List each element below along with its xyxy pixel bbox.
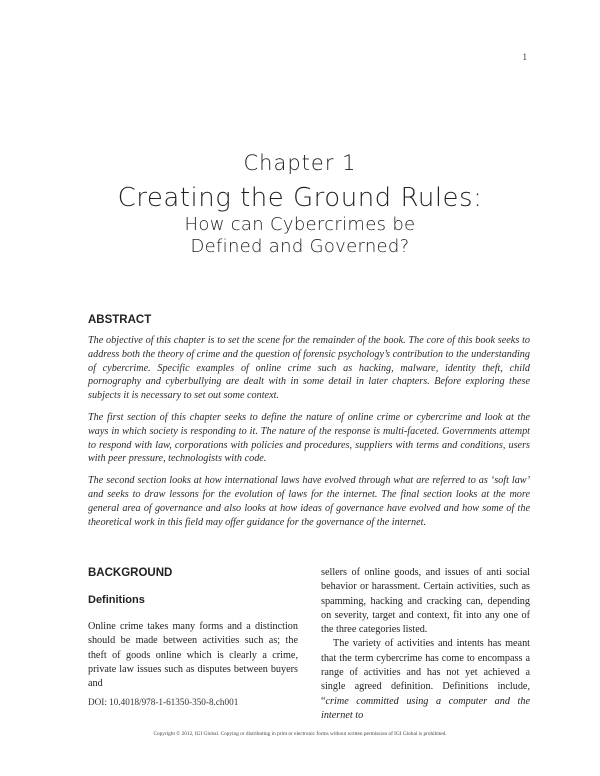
definitions-subheading: Definitions xyxy=(88,594,145,606)
body-paragraph: sellers of online goods, and issues of anti social behavior or harassment. Certain activities, such as spamming, hacking and cracking can, depending on severity, target and context, fit into any one of the three categories listed. xyxy=(321,567,530,636)
abstract-paragraph: The first section of this chapter seeks to define the nature of online crime or cybercrime and look at the ways in which society is responding to it. The nature of the response is multi-faceted. Governments attempt to respond with law, corporations with policies and procedures, suppliers with terms and conditions, users with peer pressure, technologists with code. xyxy=(88,411,530,465)
page-number: 1 xyxy=(522,52,527,62)
paragraph-text: The variety of activities and intents has meant that the term cybercrime has come to encompass a range of activities and has not yet achieved a single agreed definition. Definitions include, “ xyxy=(321,638,530,707)
left-column xyxy=(88,620,298,691)
doi: DOI: 10.4018/978-1-61350-350-8.ch001 xyxy=(88,697,239,707)
chapter-subtitle-line2: Defined and Governed? xyxy=(190,236,410,257)
chapter-label: Chapter 1 xyxy=(243,151,357,175)
abstract-heading: ABSTRACT xyxy=(88,314,152,326)
chapter-subtitle-line1: How can Cybercrimes be xyxy=(184,214,416,235)
right-column xyxy=(321,566,530,723)
body-paragraph: Online crime takes many forms and a distinction should be made between activities such as; the theft of goods online which is clearly a crime, private law issues such as disputes between buyers and xyxy=(88,621,298,690)
chapter-header xyxy=(0,150,600,258)
abstract-paragraph: The second section looks at how international laws have evolved through what are referred to as ‘soft law’ and seeks to draw lessons for the evolution of laws for the internet. The final section looks at the more general area of governance and also looks at how ideas of governance have evolved and how some of the theoretical work in this field may offer guidance for the governance of the internet. xyxy=(88,475,530,528)
abstract-body xyxy=(88,334,530,537)
body-paragraph xyxy=(321,637,530,723)
copyright-notice: Copyright © 2012, IGI Global. Copying or distributing in print or electronic forms without written permission of IGI Global is prohibited. xyxy=(153,731,447,737)
chapter-title: Creating the Ground Rules: xyxy=(117,183,483,213)
abstract-paragraph: The objective of this chapter is to set the scene for the remainder of the book. The core of this book seeks to address both the theory of crime and the question of forensic psychology’s contribution to the understanding of cybercrime. Specific examples of online crime such as hacking, malware, identity theft, child pornography and cyberbullying are dealt with in some detail in later chapters. Before exploring these subjects it is necessary to set out some context. xyxy=(88,335,530,402)
background-heading: BACKGROUND xyxy=(88,567,173,579)
definition-quote: crime committed using a computer and the internet to xyxy=(321,695,530,721)
